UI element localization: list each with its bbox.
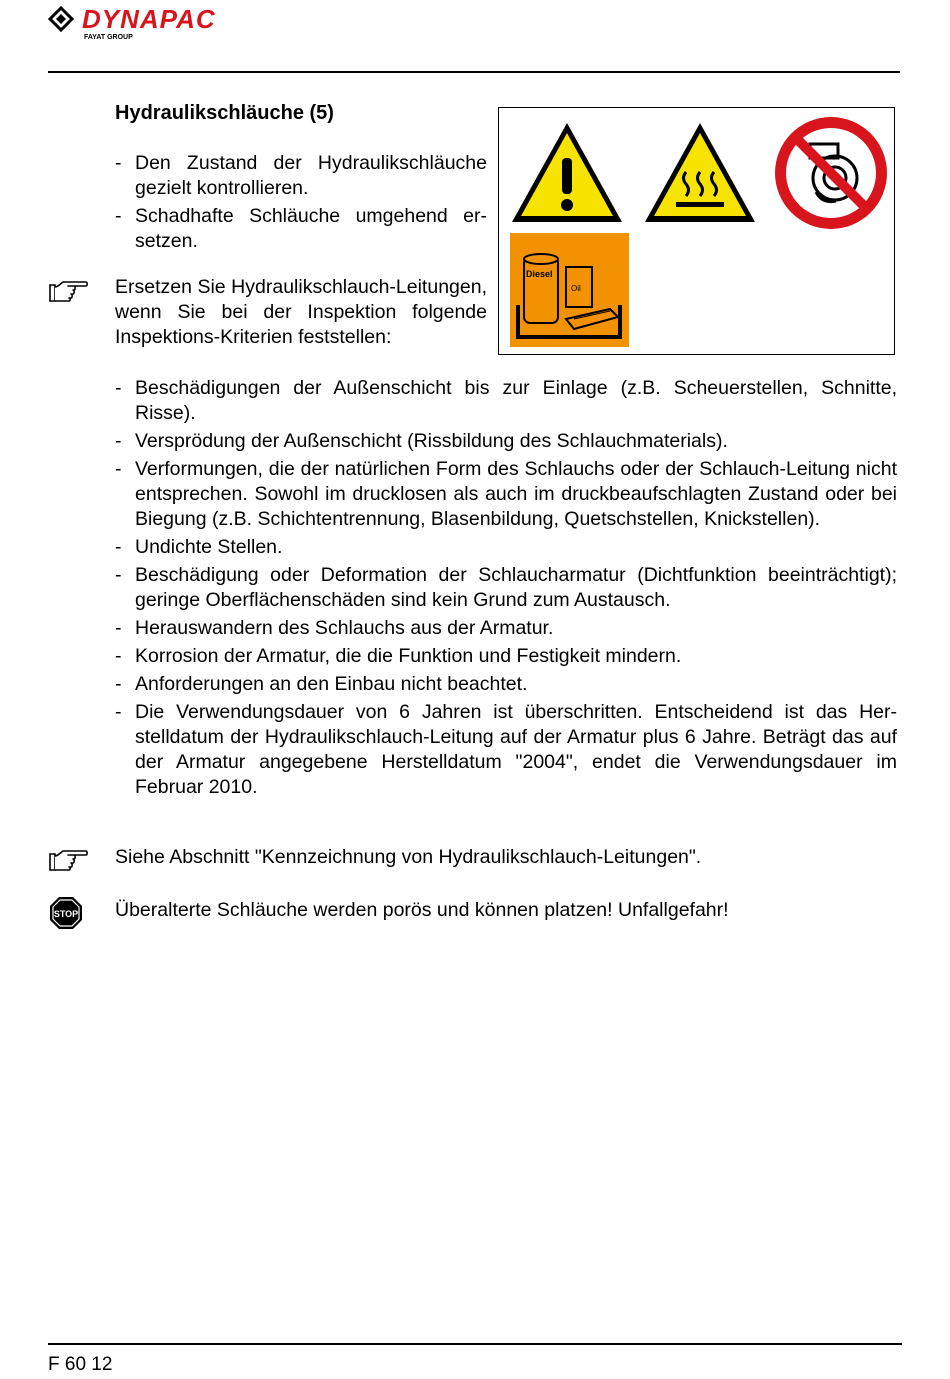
stop-label: STOP	[53, 909, 79, 919]
reference-note: Siehe Abschnitt "Kennzeichnung von Hydraulikschlauch-Leitungen".	[115, 846, 702, 868]
intro-list	[115, 151, 487, 257]
list-item: - Die Verwendungsdauer von 6 Jahren ist überschritten. Entscheidend ist das Herstelldatum der Hydraulikschlauch-Leitung auf der Armatur plus 6 Jahre. Beträgt das auf der Armatur angegebene Herstelldatum "2004", endet die Verwendungsdauer im Februar 2010.	[115, 700, 897, 800]
danger-warning-text: Überalterte Schläuche werden porös und können platzen! Unfallgefahr!	[115, 899, 729, 921]
list-item: - Herauswandern des Schlauchs aus der Armatur.	[115, 616, 897, 641]
dynapac-logo	[48, 6, 308, 42]
list-item: - Undichte Stellen.	[115, 535, 897, 560]
list-item: - Schadhafte Schläuche umgehend ersetzen.	[115, 204, 487, 254]
diesel-label: Diesel	[526, 269, 553, 279]
header-rule	[48, 71, 900, 73]
pointing-hand-icon	[48, 848, 88, 874]
inspection-note: Ersetzen Sie Hydraulikschlauch-Leitungen, wenn Sie bei der Inspektion folgende Inspektions-Kriterien feststellen:	[115, 276, 487, 348]
safety-signs-panel	[498, 107, 895, 355]
pointing-hand-icon	[48, 279, 88, 305]
page-code: F 60 12	[48, 1354, 113, 1375]
list-item: - Korrosion der Armatur, die die Funktion und Festigkeit mindern.	[115, 644, 897, 669]
stop-sign-icon	[49, 896, 83, 930]
environment-disposal-icon	[510, 233, 629, 347]
logo-mark-icon	[50, 8, 72, 30]
brand-subtitle: FAYAT GROUP	[84, 34, 133, 41]
list-item: - Anforderungen an den Einbau nicht beachtet.	[115, 672, 897, 697]
brand-name: DYNAPAC	[82, 6, 216, 34]
hot-surface-icon	[642, 120, 758, 226]
inspection-criteria-list	[115, 376, 897, 803]
list-item: - Beschädigungen der Außenschicht bis zur Einlage (z.B. Scheuerstellen, Schnitte, Risse).	[115, 376, 897, 426]
no-rotating-parts-icon	[772, 114, 890, 232]
list-item: - Verformungen, die der natürlichen Form des Schlauchs oder der Schlauch-Leitung nicht entsprechen. Sowohl im drucklosen als auch im druckbeaufschlagten Zustand oder bei Biegung (z.B. Schichtentrennung, Blasenbildung, Quetschstellen, Knickstellen).	[115, 457, 897, 532]
oil-label: Oil	[571, 284, 581, 293]
list-item: - Den Zustand der Hydraulikschläuche gezielt kontrollieren.	[115, 151, 487, 201]
list-item: - Beschädigung oder Deformation der Schlaucharmatur (Dichtfunktion beeinträchtigt); geringe Oberflächenschäden sind kein Grund zum Austausch.	[115, 563, 897, 613]
section-title: Hydraulikschläuche (5)	[115, 102, 334, 124]
list-item: - Versprödung der Außenschicht (Rissbildung des Schlauchmaterials).	[115, 429, 897, 454]
footer-rule	[48, 1343, 902, 1345]
warning-exclamation-icon	[509, 120, 625, 226]
